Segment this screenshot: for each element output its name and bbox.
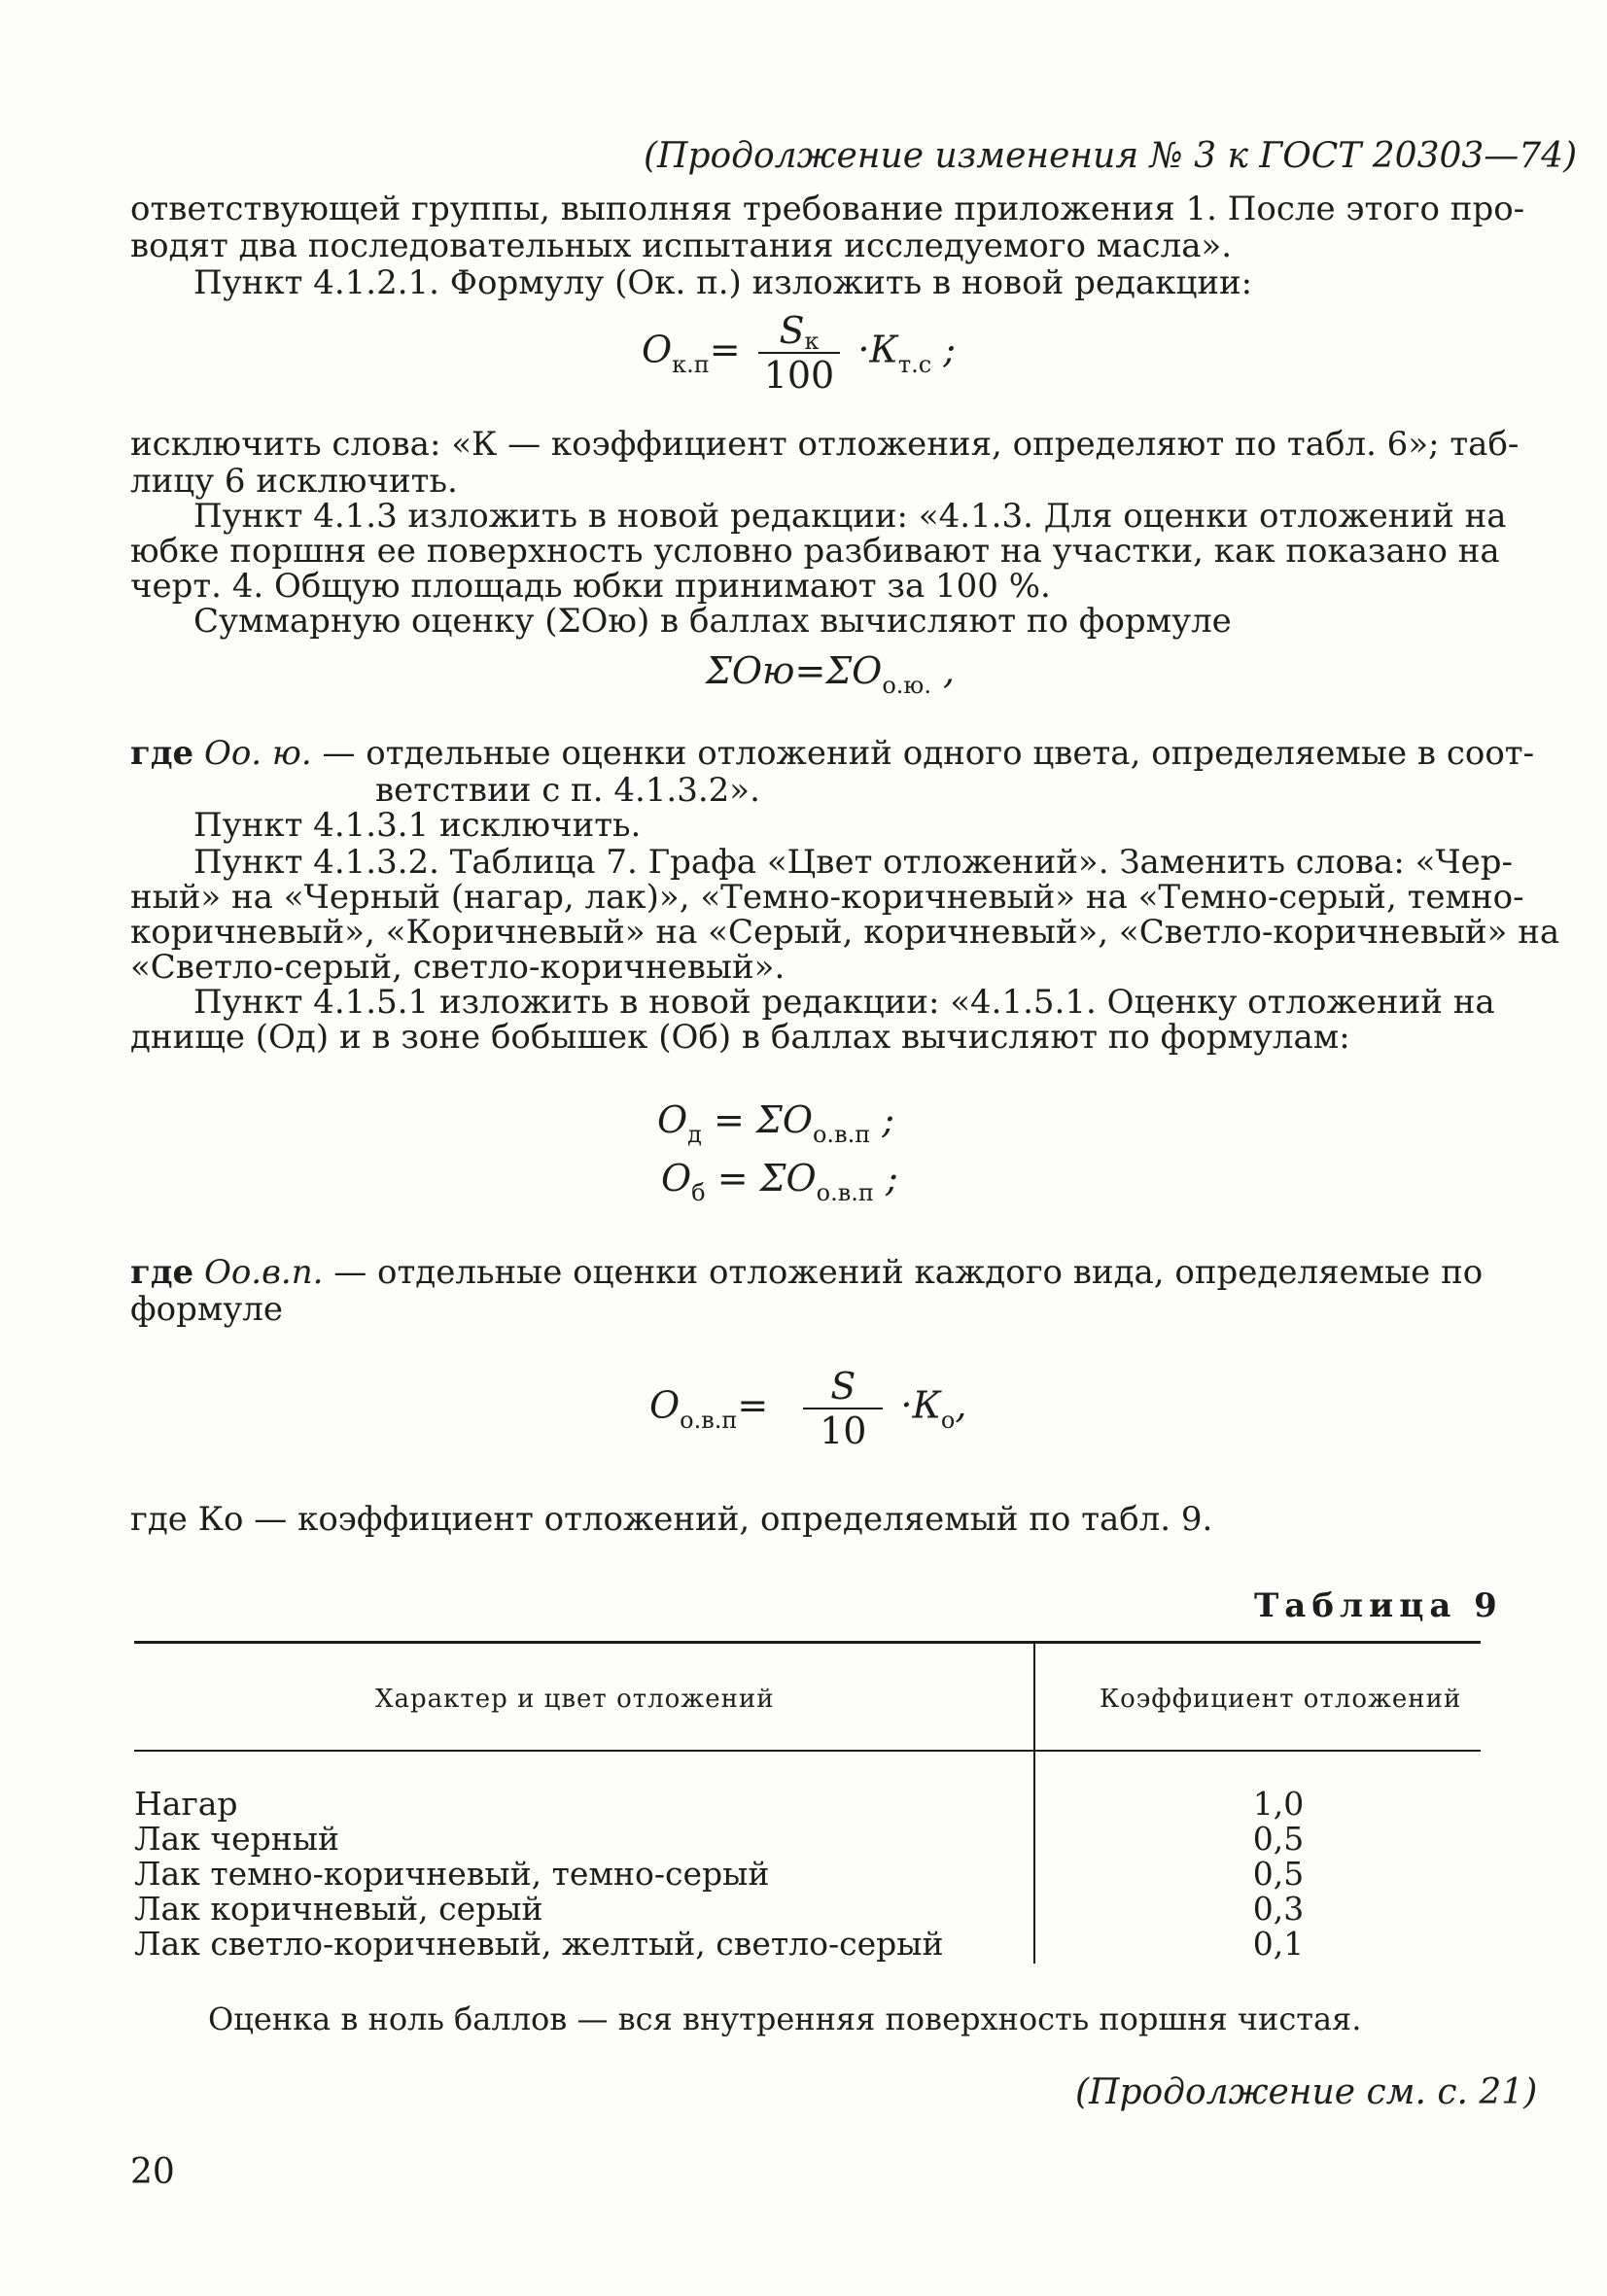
paragraph-line: Пункт 4.1.2.1. Формулу (Ок. п.) изложить в новой редакции: [193,263,1253,302]
paragraph-line: ответствующей группы, выполняя требование приложения 1. После этого про- [130,190,1525,228]
page-header: (Продолжение изменения № 3 к ГОСТ 20303—74) [644,136,1578,176]
formula-ok-p: $О_{к.п}=$ $\frac{Sк}{100}$ $\cdot К_{т.с}$ ; [642,309,957,397]
formula-punct: , [955,1383,967,1427]
formula-sum-oyu: $\Sigma Ою=\Sigma О_{о.ю.}$ , [706,649,956,699]
paragraph-line: днище (Од) и в зоне бобышек (Об) в баллах вычисляют по формулам: [130,1018,1350,1057]
paragraph-line: черт. 4. Общую площадь юбки принимают за 100 %. [130,567,1051,606]
formula-subscript: д [687,1121,702,1148]
fraction-denominator: 10 [803,1408,883,1452]
formula-fraction [803,1365,883,1452]
where-symbol: Оо. ю. [203,734,312,773]
paragraph-line: формуле [130,1290,284,1329]
continued-note: (Продолжение см. с. 21) [1075,2072,1538,2112]
paragraph-line: исключить слова: «К — коэффициент отложения, определяют по табл. 6»; таб- [130,425,1520,464]
paragraph-line: ветствии с п. 4.1.3.2». [375,771,760,810]
fraction-numerator: Sк [779,309,820,355]
paragraph-line: коричневый», «Коричневый» на «Серый, коричневый», «Светло-коричневый» на [130,913,1560,952]
table-row-label: Лак черный [134,1820,340,1858]
paragraph-line: лицу 6 исключить. [130,462,458,501]
table-row-label: Нагар [134,1785,238,1823]
table-title: Таблица 9 [1254,1586,1503,1625]
formula-fraction [758,309,841,397]
where-clause [130,1254,1483,1291]
paragraph-line: водят два последовательных испытания исследуемого масла». [130,226,1233,265]
paragraph-line: Пункт 4.1.3.1 исключить. [193,806,642,845]
where-text: — отдельные оценки отложений каждого вида, определяемые по [333,1253,1484,1292]
formula-punct: ; [882,1098,895,1141]
formula-term: ·К [857,328,898,371]
fraction-numerator: S [830,1365,856,1408]
table-header-rule [134,1750,1481,1752]
formula-subscript: о [940,1406,956,1434]
where-symbol: Оо.в.п. [203,1253,324,1292]
formula-subscript: т.с [897,350,932,378]
formula-punct: ; [943,328,957,371]
formula-subscript: о.в.п [816,1179,874,1206]
formula-od: $О_д = \Sigma О_{о.в.п}$ ; [657,1098,895,1148]
where-word: где [130,734,194,773]
table-row-label: Лак темно-коричневый, темно-серый [134,1855,770,1893]
zero-score-note: Оценка в ноль баллов — вся внутренняя поверхность поршня чистая. [208,2000,1362,2037]
where-word: где [130,1253,194,1292]
where-text: — отдельные оценки отложений одного цвета, определяемые в соот- [322,734,1535,773]
paragraph-line: Пункт 4.1.3.2. Таблица 7. Графа «Цвет отложений». Заменить слова: «Чер- [193,843,1514,882]
table-row-label: Лак коричневый, серый [134,1890,543,1928]
page-number: 20 [130,2152,175,2192]
formula-subscript: к.п [672,350,710,378]
paragraph-line: «Светло-серый, светло-коричневый». [130,948,786,987]
table-row-value: 1,0 [1252,1785,1305,1823]
paragraph-line: юбке поршня ее поверхность условно разбивают на участки, как показано на [130,532,1500,571]
formula-ob: $О_б = \Sigma О_{о.в.п}$ ; [661,1157,898,1206]
table-row-value: 0,5 [1252,1820,1305,1858]
table-column-divider [1033,1643,1035,1964]
table-header-col1: Характер и цвет отложений [375,1685,775,1714]
table-row-label: Лак светло-коричневый, желтый, светло-серый [134,1925,944,1963]
table-row-value: 0,3 [1252,1890,1305,1928]
table-header-col2: Коэффициент отложений [1100,1685,1462,1714]
formula-punct: , [943,649,956,692]
formula-term: О [642,328,673,371]
formula-punct: ; [885,1157,898,1200]
paragraph-line: Пункт 4.1.5.1 изложить в новой редакции: «4.1.5.1. Оценку отложений на [193,983,1495,1022]
paragraph-line: где Ко — коэффициент отложений, определяемый по табл. 9. [130,1500,1213,1539]
table-top-rule [134,1641,1481,1644]
table-row-value: 0,1 [1252,1925,1305,1963]
where-clause [130,735,1534,772]
formula-oovp: $О_{о.в.п}=$ $\frac{S}{10}$ $\cdot К_о$, [649,1365,967,1452]
paragraph-line: Суммарную оценку (ΣОю) в баллах вычисляют по формуле [193,602,1232,641]
paragraph-line: ный» на «Черный (нагар, лак)», «Темно-коричневый» на «Темно-серый, темно- [130,878,1524,917]
formula-subscript: о.ю. [882,672,931,699]
table-row-value: 0,5 [1252,1855,1305,1893]
formula-subscript: б [691,1179,706,1206]
fraction-denominator: 100 [758,352,841,397]
paragraph-line: Пункт 4.1.3 изложить в новой редакции: «4.1.3. Для оценки отложений на [193,497,1507,536]
formula-subscript: о.в.п [812,1121,871,1148]
formula-subscript: о.в.п [680,1406,738,1434]
